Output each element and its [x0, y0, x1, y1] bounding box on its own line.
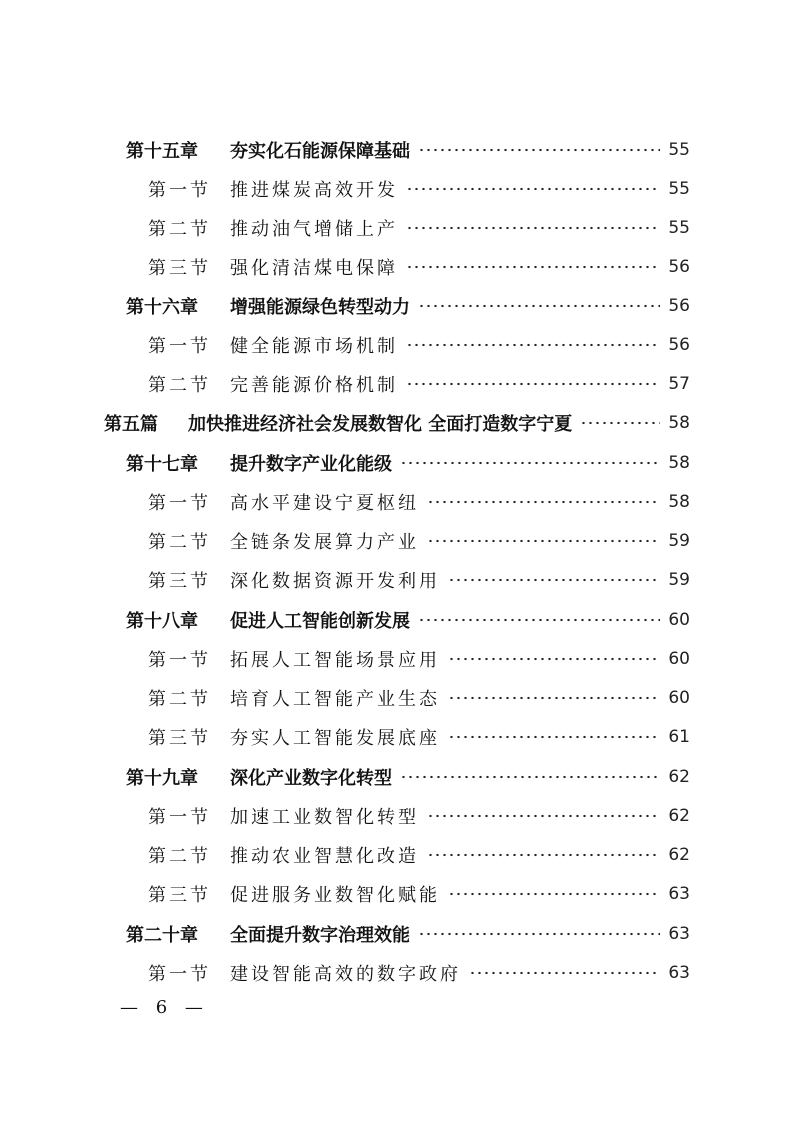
dot-leader — [406, 265, 660, 269]
toc-chapter-entry[interactable] — [126, 605, 690, 635]
toc-chapter-entry[interactable] — [126, 919, 690, 949]
toc-page-number: 60 — [668, 688, 690, 708]
toc-title: 促进服务业数智化赋能 — [230, 885, 440, 906]
toc-section-entry[interactable] — [148, 174, 690, 204]
toc-label: 第一节 — [148, 807, 211, 828]
toc-section-entry[interactable] — [148, 801, 690, 831]
toc-title: 推动油气增储上产 — [230, 219, 398, 240]
toc-title: 推动农业智慧化改造 — [230, 846, 419, 867]
dot-leader — [448, 657, 660, 661]
toc-title: 促进人工智能创新发展 — [230, 611, 410, 632]
toc-page-number: 55 — [668, 140, 690, 160]
toc-section-entry[interactable] — [148, 252, 690, 282]
toc-title: 健全能源市场机制 — [230, 336, 398, 357]
toc-chapter-entry[interactable] — [126, 291, 690, 321]
toc-label: 第三节 — [148, 571, 211, 592]
dot-leader — [406, 382, 660, 386]
toc-page-number: 59 — [668, 570, 690, 590]
toc-label: 第三节 — [148, 258, 211, 279]
toc-page-number: 55 — [668, 179, 690, 199]
toc-section-entry[interactable] — [148, 683, 690, 713]
toc-label: 第二节 — [148, 375, 211, 396]
dot-leader — [406, 343, 660, 347]
toc-title: 完善能源价格机制 — [230, 375, 398, 396]
toc-title: 深化数据资源开发利用 — [230, 571, 440, 592]
toc-page-number: 62 — [668, 845, 690, 865]
toc-page-number: 62 — [668, 767, 690, 787]
dot-leader — [427, 853, 660, 857]
toc-page-number: 58 — [668, 453, 690, 473]
toc-section-entry[interactable] — [148, 958, 690, 988]
toc-section-entry[interactable] — [148, 840, 690, 870]
toc-title: 夯实化石能源保障基础 — [230, 141, 410, 162]
toc-title: 强化清洁煤电保障 — [230, 258, 398, 279]
toc-label: 第二十章 — [126, 925, 198, 946]
toc-label: 第五篇 — [104, 414, 158, 435]
toc-label: 第十八章 — [126, 611, 198, 632]
dot-leader — [406, 187, 660, 191]
toc-page-number: 63 — [668, 884, 690, 904]
dot-leader — [427, 500, 660, 504]
toc-page-number: 58 — [668, 413, 690, 433]
dot-leader — [418, 618, 660, 622]
toc-page-number: 59 — [668, 531, 690, 551]
toc-section-entry[interactable] — [148, 526, 690, 556]
toc-label: 第一节 — [148, 493, 211, 514]
toc-chapter-entry[interactable] — [126, 135, 690, 165]
toc-page-number: 63 — [668, 924, 690, 944]
toc-label: 第一节 — [148, 964, 211, 985]
toc-page-number: 57 — [668, 374, 690, 394]
toc-section-entry[interactable] — [148, 879, 690, 909]
dot-leader — [400, 775, 660, 779]
dot-leader — [469, 971, 660, 975]
toc-title: 加快推进经济社会发展数智化 全面打造数字宁夏 — [188, 414, 573, 435]
dot-leader — [427, 539, 660, 543]
toc-page-number: 56 — [668, 257, 690, 277]
toc-label: 第十六章 — [126, 297, 198, 318]
toc-part-entry[interactable] — [104, 408, 690, 438]
toc-title: 增强能源绿色转型动力 — [230, 297, 410, 318]
toc-title: 全链条发展算力产业 — [230, 532, 419, 553]
toc-title: 全面提升数字治理效能 — [230, 925, 410, 946]
toc-page-number: 63 — [668, 963, 690, 983]
toc-chapter-entry[interactable] — [126, 762, 690, 792]
toc-label: 第一节 — [148, 650, 211, 671]
toc-page-number: 60 — [668, 649, 690, 669]
toc-page-number: 58 — [668, 492, 690, 512]
toc-label: 第三节 — [148, 885, 211, 906]
toc-label: 第二节 — [148, 219, 211, 240]
toc-section-entry[interactable] — [148, 722, 690, 752]
toc-title: 培育人工智能产业生态 — [230, 689, 440, 710]
toc-title: 建设智能高效的数字政府 — [230, 964, 461, 985]
toc-section-entry[interactable] — [148, 330, 690, 360]
dot-leader — [400, 461, 660, 465]
toc-label: 第十九章 — [126, 768, 198, 789]
toc-section-entry[interactable] — [148, 213, 690, 243]
toc-label: 第二节 — [148, 846, 211, 867]
page-footer-number: — 6 — — [120, 997, 209, 1018]
toc-chapter-entry[interactable] — [126, 448, 690, 478]
toc-section-entry[interactable] — [148, 369, 690, 399]
toc-section-entry[interactable] — [148, 565, 690, 595]
dot-leader — [418, 932, 660, 936]
toc-label: 第一节 — [148, 180, 211, 201]
toc-section-entry[interactable] — [148, 644, 690, 674]
toc-page-number: 60 — [668, 610, 690, 630]
toc-label: 第十七章 — [126, 454, 198, 475]
toc-section-entry[interactable] — [148, 487, 690, 517]
toc-label: 第十五章 — [126, 141, 198, 162]
dot-leader — [418, 304, 660, 308]
toc-page-number: 56 — [668, 296, 690, 316]
toc-title: 推进煤炭高效开发 — [230, 180, 398, 201]
dot-leader — [427, 814, 660, 818]
toc-page-number: 55 — [668, 218, 690, 238]
toc-title: 提升数字产业化能级 — [230, 454, 392, 475]
dot-leader — [406, 226, 660, 230]
toc-page-number: 56 — [668, 335, 690, 355]
dot-leader — [580, 421, 660, 425]
toc-title: 深化产业数字化转型 — [230, 768, 392, 789]
toc-label: 第三节 — [148, 728, 211, 749]
dot-leader — [448, 578, 660, 582]
dot-leader — [418, 148, 660, 152]
toc-label: 第一节 — [148, 336, 211, 357]
dot-leader — [448, 892, 660, 896]
dot-leader — [448, 696, 660, 700]
toc-page-number: 62 — [668, 806, 690, 826]
toc-page-number: 61 — [668, 727, 690, 747]
toc-title: 拓展人工智能场景应用 — [230, 650, 440, 671]
toc-title: 高水平建设宁夏枢纽 — [230, 493, 419, 514]
toc-title: 加速工业数智化转型 — [230, 807, 419, 828]
toc-label: 第二节 — [148, 689, 211, 710]
toc-title: 夯实人工智能发展底座 — [230, 728, 440, 749]
dot-leader — [448, 735, 660, 739]
toc-label: 第二节 — [148, 532, 211, 553]
